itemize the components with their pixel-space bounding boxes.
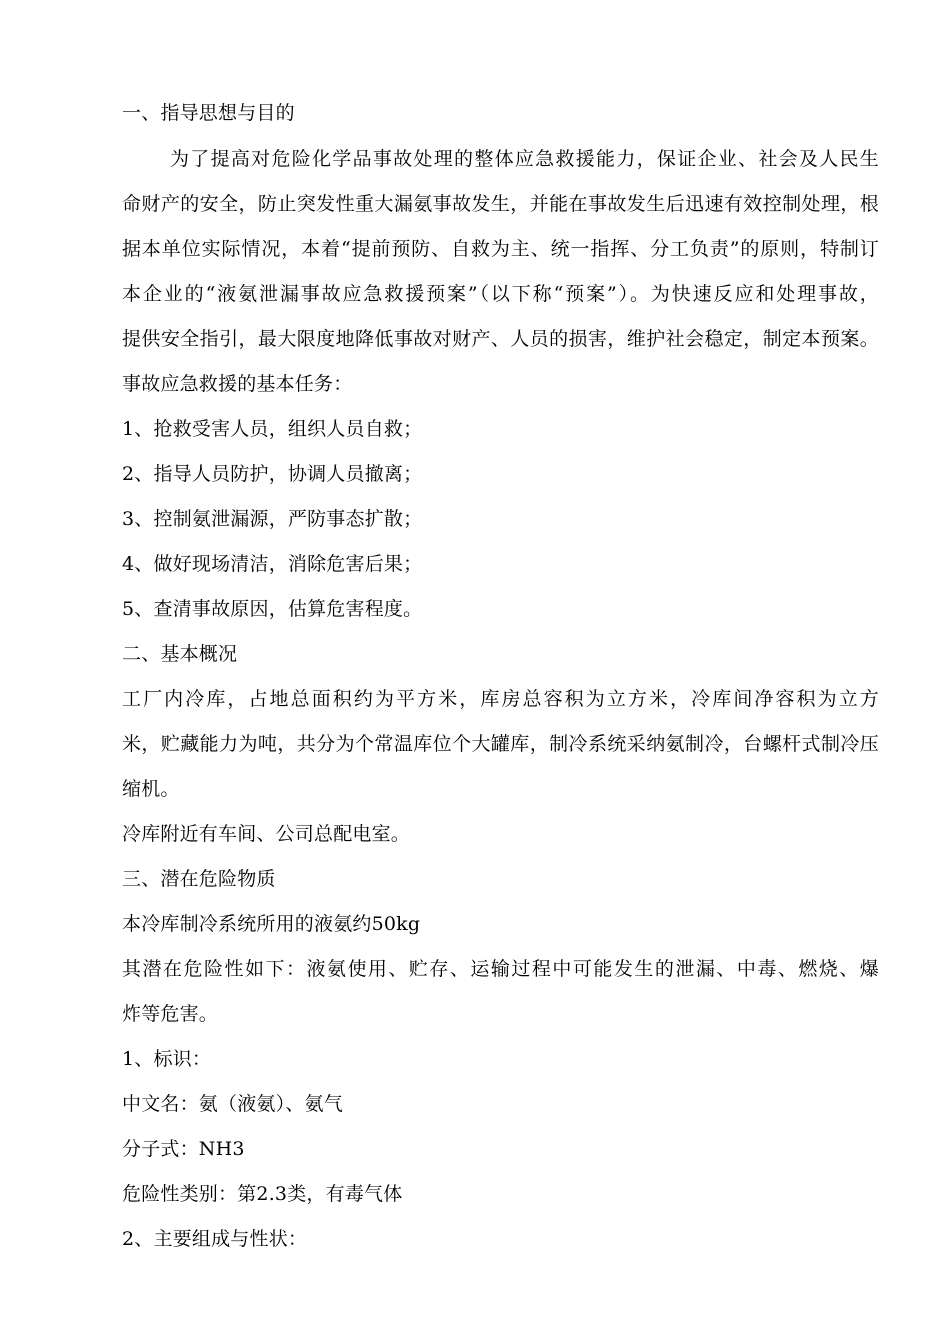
task-item-2: 2、指导人员防护，协调人员撤离； xyxy=(122,463,423,485)
tasks-title: 事故应急救援的基本任务： xyxy=(122,373,353,395)
section-1-para-line-4: 本企业的“液氨泄漏事故应急救援预案”（以下称“预案”）。为快速反应和处理事故， xyxy=(122,283,879,305)
identification-title: 1、标识： xyxy=(122,1048,212,1070)
nearby-facilities: 冷库附近有车间、公司总配电室。 xyxy=(122,823,411,845)
task-item-3: 3、控制氨泄漏源，严防事态扩散； xyxy=(122,508,423,530)
section-1-para-line-3: 据本单位实际情况，本着“提前预防、自救为主、统一指挥、分工负责”的原则，特制订 xyxy=(122,238,879,260)
section-3-heading: 三、潜在危险物质 xyxy=(122,868,276,890)
section-1-heading: 一、指导思想与目的 xyxy=(122,102,295,124)
hazard-line-1: 其潜在危险性如下：液氨使用、贮存、运输过程中可能发生的泄漏、中毒、燃烧、爆 xyxy=(122,958,879,980)
section-2-para-line-3: 缩机。 xyxy=(122,778,180,800)
hazard-class: 危险性类别：第2.3类，有毒气体 xyxy=(122,1183,403,1205)
task-item-5: 5、查清事故原因，估算危害程度。 xyxy=(122,598,423,620)
section-1-para-line-5: 提供安全指引，最大限度地降低事故对财产、人员的损害，维护社会稳定，制定本预案。 xyxy=(122,328,879,350)
task-item-1: 1、抢救受害人员，组织人员自救； xyxy=(122,418,423,440)
task-item-4: 4、做好现场清洁，消除危害后果； xyxy=(122,553,423,575)
section-2-heading: 二、基本概况 xyxy=(122,643,238,665)
section-1-para-line-1: 为了提高对危险化学品事故处理的整体应急救援能力，保证企业、社会及人民生 xyxy=(170,148,879,170)
section-2-para-line-2: 米，贮藏能力为吨，共分为个常温库位个大罐库，制冷系统采纳氨制冷，台螺杆式制冷压 xyxy=(122,733,879,755)
chinese-name: 中文名：氨（液氨）、氨气 xyxy=(122,1093,343,1115)
section-1-para-line-2: 命财产的安全，防止突发性重大漏氨事故发生，并能在事故发生后迅速有效控制处理，根 xyxy=(122,193,879,215)
composition-title: 2、主要组成与性状： xyxy=(122,1228,308,1250)
molecular-formula: 分子式：NH3 xyxy=(122,1138,245,1160)
section-2-para-line-1: 工厂内冷库，占地总面积约为平方米，库房总容积为立方米，冷库间净容积为立方 xyxy=(122,688,879,710)
ammonia-amount: 本冷库制冷系统所用的液氨约50kg xyxy=(122,913,421,935)
hazard-line-2: 炸等危害。 xyxy=(122,1003,219,1025)
